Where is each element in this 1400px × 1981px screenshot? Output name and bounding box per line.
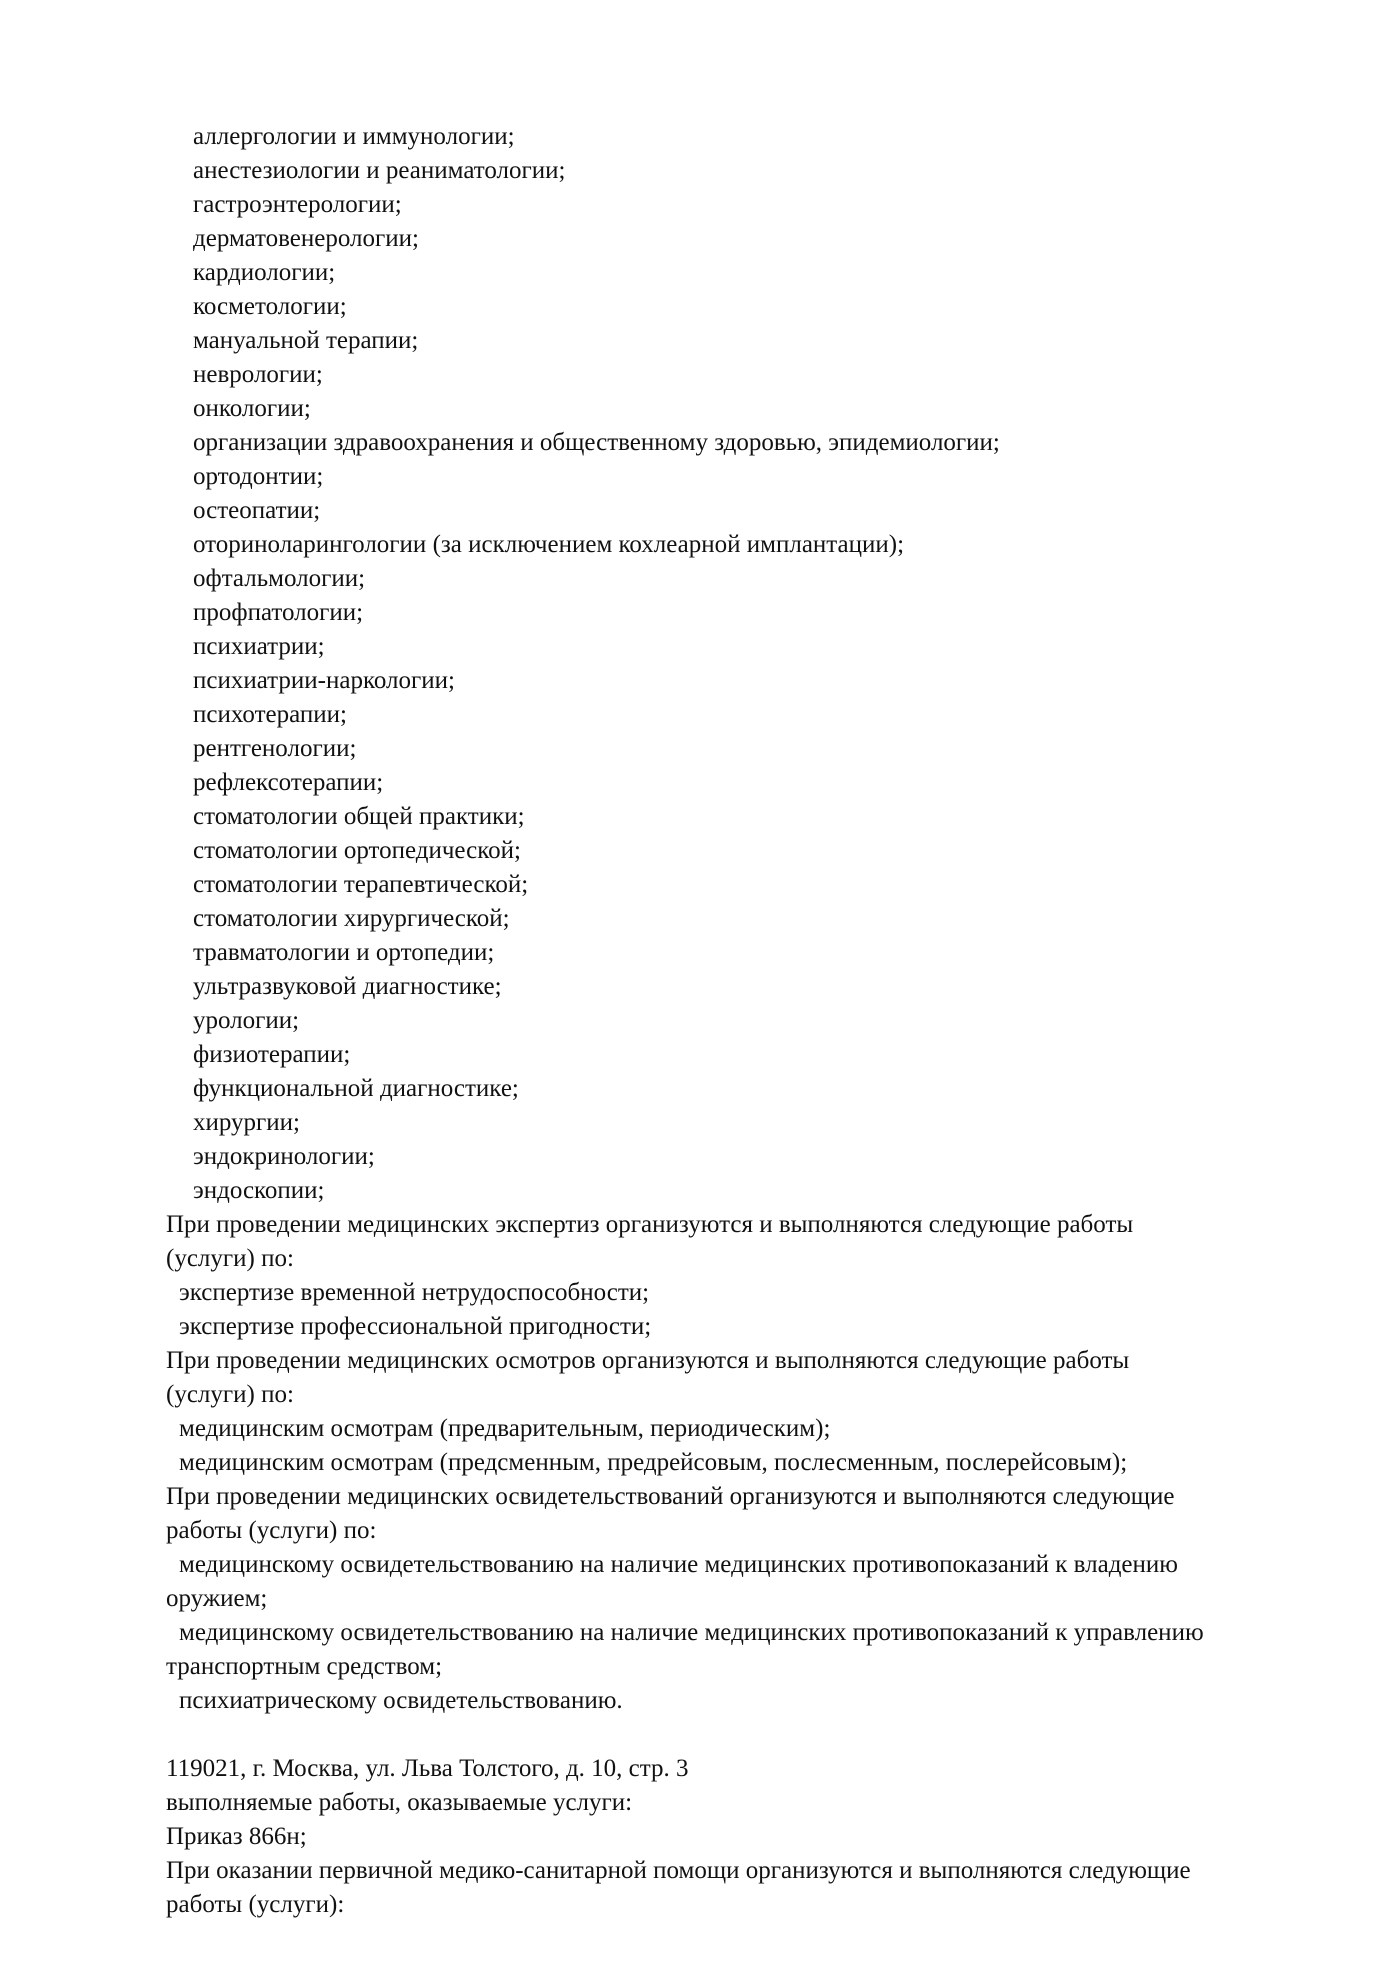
specialty-item: рефлексотерапии; [193, 769, 384, 796]
specialty-item: психотерапии; [193, 701, 347, 728]
blank-line [166, 1718, 1346, 1752]
document-content [166, 120, 1346, 1922]
certifications-item-cont: оружием; [166, 1585, 268, 1612]
primary-care-intro: При оказании первичной медико-санитарной помощи организуются и выполняются следующие [166, 1857, 1191, 1884]
specialty-item: ультразвуковой диагностике; [193, 973, 502, 1000]
expertise-intro: При проведении медицинских экспертиз организуются и выполняются следующие работы [166, 1211, 1134, 1238]
specialty-item: урологии; [193, 1007, 300, 1034]
specialty-item: организации здравоохранения и общественному здоровью, эпидемиологии; [193, 429, 1000, 456]
specialty-item: профпатологии; [193, 599, 364, 626]
specialty-item: стоматологии общей практики; [193, 803, 525, 830]
specialty-item: оториноларингологии (за исключением кохлеарной имплантации); [193, 531, 905, 558]
specialty-item: онкологии; [193, 395, 311, 422]
specialty-item: психиатрии-наркологии; [193, 667, 455, 694]
examinations-section [166, 1344, 1346, 1480]
specialty-item: эндоскопии; [193, 1177, 325, 1204]
certifications-item: медицинскому освидетельствованию на наличие медицинских противопоказаний к владению [179, 1551, 1178, 1578]
examinations-intro: При проведении медицинских осмотров организуются и выполняются следующие работы [166, 1347, 1130, 1374]
specialty-item: аллергологии и иммунологии; [193, 123, 515, 150]
specialty-item: эндокринологии; [193, 1143, 375, 1170]
specialties-list [166, 120, 1346, 1208]
certifications-intro-cont: работы (услуги) по: [166, 1517, 377, 1544]
certifications-item: психиатрическому освидетельствованию. [179, 1687, 623, 1714]
primary-care-intro-cont: работы (услуги): [166, 1891, 345, 1918]
specialty-item: анестезиологии и реаниматологии; [193, 157, 566, 184]
specialty-item: мануальной терапии; [193, 327, 419, 354]
specialty-item: остеопатии; [193, 497, 321, 524]
specialty-item: косметологии; [193, 293, 347, 320]
specialty-item: стоматологии хирургической; [193, 905, 510, 932]
specialty-item: функциональной диагностике; [193, 1075, 519, 1102]
expertise-section [166, 1208, 1346, 1344]
examinations-item: медицинским осмотрам (предсменным, предрейсовым, послесменным, послерейсовым); [179, 1449, 1128, 1476]
certifications-intro: При проведении медицинских освидетельствований организуются и выполняются следующие [166, 1483, 1175, 1510]
expertise-item: экспертизе временной нетрудоспособности; [179, 1279, 650, 1306]
specialty-item: офтальмологии; [193, 565, 366, 592]
specialty-item: дерматовенерологии; [193, 225, 419, 252]
expertise-item: экспертизе профессиональной пригодности; [179, 1313, 652, 1340]
examinations-item: медицинским осмотрам (предварительным, периодическим); [179, 1415, 831, 1442]
address-section [166, 1752, 1346, 1922]
specialty-item: стоматологии терапевтической; [193, 871, 529, 898]
specialty-item: неврологии; [193, 361, 323, 388]
specialty-item: физиотерапии; [193, 1041, 351, 1068]
specialty-item: гастроэнтерологии; [193, 191, 402, 218]
order-reference: Приказ 866н; [166, 1823, 307, 1850]
works-label: выполняемые работы, оказываемые услуги: [166, 1789, 633, 1816]
specialty-item: кардиологии; [193, 259, 336, 286]
specialty-item: рентгенологии; [193, 735, 357, 762]
specialty-item: травматологии и ортопедии; [193, 939, 495, 966]
address: 119021, г. Москва, ул. Льва Толстого, д. 10, стр. 3 [166, 1755, 689, 1782]
specialty-item: психиатрии; [193, 633, 325, 660]
certifications-section [166, 1480, 1346, 1718]
specialty-item: ортодонтии; [193, 463, 324, 490]
examinations-intro-cont: (услуги) по: [166, 1381, 294, 1408]
certifications-item: медицинскому освидетельствованию на наличие медицинских противопоказаний к управлению [179, 1619, 1204, 1646]
expertise-intro-cont: (услуги) по: [166, 1245, 294, 1272]
specialty-item: хирургии; [193, 1109, 301, 1136]
specialty-item: стоматологии ортопедической; [193, 837, 521, 864]
certifications-item-cont: транспортным средством; [166, 1653, 443, 1680]
